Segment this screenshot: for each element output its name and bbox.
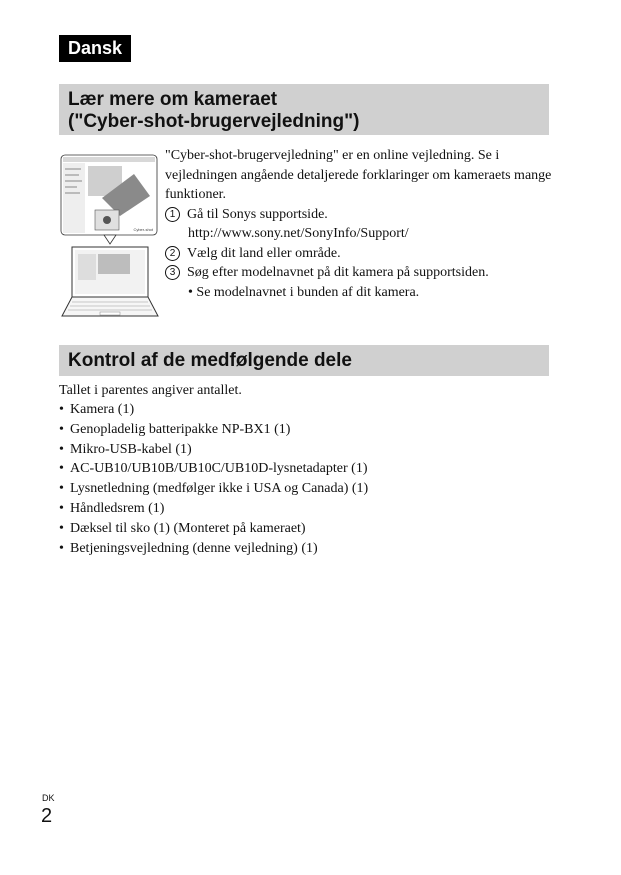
list-item: • Dæksel til sko (1) (Monteret på kameraet) [59,520,306,536]
list-item-text: Mikro-USB-kabel (1) [70,441,192,457]
laptop-help-guide-illustration [60,154,160,320]
support-url[interactable]: http://www.sony.net/SonyInfo/Support/ [188,226,409,241]
bullet-dot: • [188,285,197,300]
list-item: • Kamera (1) [59,402,135,417]
list-item-text: Lysnetledning (medfølger ikke i USA og Canada) (1) [70,481,369,497]
step-number: 3 [165,265,180,280]
page-number: 2 [41,805,53,827]
section-heading-learn-more [59,84,549,135]
quantity-note: Tallet i parentes angiver antallet. [59,383,242,398]
list-item-text: Genopladelig batteripakke NP-BX1 (1) [70,421,291,437]
step-1 [165,205,328,224]
language-tag: Dansk [59,35,131,62]
list-item: • Genopladelig batteripakke NP-BX1 (1) [59,421,291,437]
step-text: Søg efter modelnavnet på dit kamera på supportsiden. [187,265,489,280]
list-item-text: Dæksel til sko (1) (Monteret på kameraet) [70,520,306,536]
step-2 [165,244,341,263]
section-heading-supplied-items: Kontrol af de medfølgende dele [59,345,549,376]
list-item-text: Håndledsrem (1) [70,500,165,516]
list-item: • Håndledsrem (1) [59,500,165,516]
list-item-text: Kamera (1) [70,402,135,417]
list-item: • Betjeningsvejledning (denne vejledning) (1) [59,540,318,556]
intro-paragraph: "Cyber-shot-brugervejledning" er en online vejledning. Se i vejledningen angående detaljerede forklaringer om kameraets mange funktioner. [165,148,552,202]
step-number: 1 [165,207,180,222]
cyber-shot-caption: Cyber-shot [133,227,153,232]
step-text: Vælg dit land eller område. [187,246,341,261]
step-3 [165,263,489,282]
list-item: • AC-UB10/UB10B/UB10C/UB10D-lysnetadapter (1) [59,461,368,477]
list-item-text: AC-UB10/UB10B/UB10C/UB10D-lysnetadapter (1) [70,461,368,477]
step-text: Gå til Sonys supportside. [187,207,328,222]
supplied-items-list [59,400,368,558]
list-item-text: Betjeningsvejledning (denne vejledning) (1) [70,540,318,556]
model-name-note [188,283,419,302]
page-language-code: DK [42,793,55,803]
list-item: • Mikro-USB-kabel (1) [59,441,192,457]
model-name-note-text: Se modelnavnet i bunden af dit kamera. [196,285,420,300]
list-item: • Lysnetledning (medfølger ikke i USA og Canada) (1) [59,481,369,497]
section-heading-line2: ("Cyber-shot-brugervejledning") [68,111,360,132]
section-heading-line1: Lær mere om kameraet [68,89,278,110]
step-number: 2 [165,246,180,261]
